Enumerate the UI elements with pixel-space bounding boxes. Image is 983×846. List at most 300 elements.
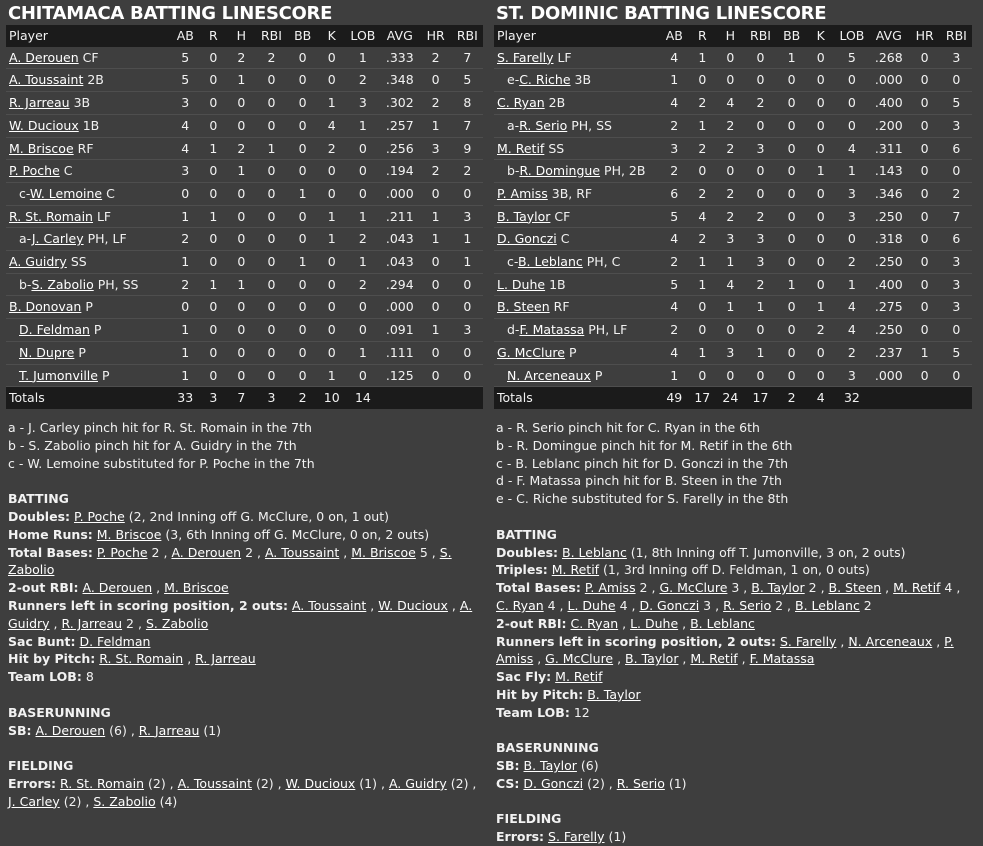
stat-line xyxy=(8,633,483,651)
player-link[interactable]: B. Taylor xyxy=(625,651,679,667)
stat-detail: (3, 6th Inning off G. McClure, 0 on, 2 outs) xyxy=(161,526,430,542)
stat-detail: 5 , xyxy=(415,544,440,560)
stat-line xyxy=(496,757,972,775)
stat-cell: 2 xyxy=(255,47,287,69)
player-link[interactable]: P. Poche xyxy=(9,163,60,179)
player-position: 3B, RF xyxy=(551,185,593,201)
stat-cell: 8 xyxy=(452,92,483,115)
stat-cell: 0 xyxy=(777,364,807,387)
column-header: AVG xyxy=(380,25,419,47)
totals-cell: 17 xyxy=(744,387,776,409)
stat-cell: 3 xyxy=(941,273,972,296)
stat-line xyxy=(8,668,483,686)
table-row xyxy=(6,92,483,115)
player-link[interactable]: M. Briscoe xyxy=(164,580,229,596)
stat-cell: 1 xyxy=(171,364,199,387)
stat-line xyxy=(8,597,483,633)
player-cell xyxy=(6,92,171,115)
table-row xyxy=(494,296,972,319)
stat-label: Total Bases: xyxy=(8,544,93,560)
table-row xyxy=(6,228,483,251)
totals-cell: 32 xyxy=(835,387,869,409)
stat-cell: .211 xyxy=(380,205,419,228)
player-position: RF xyxy=(77,140,94,156)
substitution-note: b - R. Domingue pinch hit for M. Retif in the 6th xyxy=(496,437,793,453)
stat-cell: 5 xyxy=(171,47,199,69)
player-link[interactable]: S. Zabolio xyxy=(8,544,452,578)
player-link[interactable]: B. Donovan xyxy=(9,299,82,315)
stat-label: Runners left in scoring position, 2 outs: xyxy=(8,597,288,613)
stat-cell: 0 xyxy=(346,296,380,319)
stat-cell: 0 xyxy=(288,92,318,115)
stat-cell: 1 xyxy=(688,114,716,137)
player-link[interactable]: M. Briscoe xyxy=(96,526,162,542)
stat-cell: 2 xyxy=(716,205,744,228)
player-link[interactable]: S. Farelly xyxy=(779,633,837,649)
stat-cell: 0 xyxy=(255,205,287,228)
player-link[interactable]: G. McClure xyxy=(659,580,728,596)
stat-cell: 0 xyxy=(288,319,318,342)
player-link[interactable]: B. Taylor xyxy=(523,758,577,774)
player-cell xyxy=(6,341,171,364)
player-link[interactable]: W. Ducioux xyxy=(9,117,79,133)
player-link[interactable]: P. Amiss xyxy=(496,633,954,667)
player-link[interactable]: N. Arceneaux xyxy=(507,367,591,383)
player-cell xyxy=(494,114,660,137)
stat-label: Hit by Pitch: xyxy=(496,686,584,702)
stat-cell: 0 xyxy=(777,341,807,364)
player-link[interactable]: J. Carley xyxy=(8,793,60,809)
stat-cell: 0 xyxy=(777,228,807,251)
stat-cell: .302 xyxy=(380,92,419,115)
stat-cell: 1 xyxy=(255,137,287,160)
table-row xyxy=(494,364,972,387)
player-cell xyxy=(494,319,660,342)
stat-cell: 0 xyxy=(288,273,318,296)
player-link[interactable]: M. Briscoe xyxy=(351,544,416,560)
stat-cell: 1 xyxy=(199,137,227,160)
stat-cell: 0 xyxy=(807,114,835,137)
stat-detail: , xyxy=(447,597,460,613)
section-title: BASERUNNING xyxy=(496,740,599,756)
totals-cell xyxy=(452,387,483,409)
player-link[interactable]: T. Jumonville xyxy=(19,367,98,383)
stat-cell: .311 xyxy=(869,137,908,160)
stat-cell: 0 xyxy=(255,364,287,387)
stat-cell: 0 xyxy=(227,296,255,319)
stat-cell: 0 xyxy=(777,160,807,183)
player-position: CF xyxy=(82,49,99,65)
player-link[interactable]: D. Feldman xyxy=(19,322,90,338)
player-link[interactable]: S. Zabolio xyxy=(31,276,94,292)
stat-label: Errors: xyxy=(496,829,545,845)
stat-cell: 2 xyxy=(716,182,744,205)
column-header: RBI xyxy=(255,25,287,47)
stat-cell: .200 xyxy=(869,114,908,137)
stat-cell: 1 xyxy=(777,47,807,69)
player-link[interactable]: G. McClure xyxy=(497,344,565,360)
stat-cell: 0 xyxy=(420,273,452,296)
player-link[interactable]: R. St. Romain xyxy=(99,651,184,667)
player-link[interactable]: R. Serio xyxy=(519,117,568,133)
stat-cell: 0 xyxy=(255,92,287,115)
stat-cell: 0 xyxy=(777,296,807,319)
table-row xyxy=(6,182,483,205)
player-link[interactable]: R. Serio xyxy=(723,597,772,613)
player-link[interactable]: S. Zabolio xyxy=(145,615,209,631)
stat-cell: 0 xyxy=(807,137,835,160)
stat-cell: 4 xyxy=(660,228,688,251)
player-cell xyxy=(6,182,171,205)
stat-cell: 0 xyxy=(807,273,835,296)
player-link[interactable]: B. Leblanc xyxy=(517,254,583,270)
player-link[interactable]: A. Toussaint xyxy=(9,72,84,88)
player-link[interactable]: S. Farelly xyxy=(497,49,554,65)
stat-cell: 1 xyxy=(807,296,835,319)
stat-detail: (2) , xyxy=(583,775,617,791)
player-link[interactable]: A. Derouen xyxy=(171,544,242,560)
stat-cell: 2 xyxy=(346,228,380,251)
player-position: P xyxy=(93,322,102,338)
table-row xyxy=(6,47,483,69)
stat-cell: 0 xyxy=(716,364,744,387)
player-link[interactable]: D. Gonczi xyxy=(497,231,557,247)
stat-detail: , xyxy=(183,651,196,667)
stat-detail: 3 , xyxy=(699,597,724,613)
stat-cell: 1 xyxy=(688,47,716,69)
stat-detail: (1, 8th Inning off T. Jumonville, 3 on, 2 outs) xyxy=(626,544,906,560)
stat-cell: 0 xyxy=(835,92,869,115)
player-link[interactable]: A. Derouen xyxy=(35,722,106,738)
stat-cell: 0 xyxy=(777,137,807,160)
table-row xyxy=(494,228,972,251)
stat-cell: 5 xyxy=(660,205,688,228)
stat-cell: 0 xyxy=(199,364,227,387)
stat-cell: 1 xyxy=(744,296,776,319)
table-row xyxy=(6,160,483,183)
player-link[interactable]: B. Leblanc xyxy=(562,544,627,560)
totals-cell: 3 xyxy=(255,387,287,409)
player-link[interactable]: A. Guidry xyxy=(8,597,473,631)
player-cell xyxy=(494,47,660,69)
player-link[interactable]: M. Briscoe xyxy=(9,140,74,156)
stat-detail: 4 , xyxy=(543,597,568,613)
totals-cell: 24 xyxy=(716,387,744,409)
stat-cell: 3 xyxy=(716,341,744,364)
stat-cell: 2 xyxy=(744,92,776,115)
batting-table xyxy=(6,25,483,409)
stat-cell: 0 xyxy=(452,273,483,296)
stat-cell: 3 xyxy=(941,296,972,319)
stat-cell: 0 xyxy=(835,114,869,137)
player-link[interactable]: W. Ducioux xyxy=(378,597,448,613)
player-link[interactable]: N. Dupre xyxy=(19,344,75,360)
player-link[interactable]: P. Amiss xyxy=(584,580,636,596)
stat-cell: 0 xyxy=(346,364,380,387)
stat-label: CS: xyxy=(496,775,520,791)
stat-detail: , xyxy=(618,615,631,631)
stat-cell: 0 xyxy=(744,182,776,205)
column-header: R xyxy=(688,25,716,47)
stat-cell: 5 xyxy=(835,47,869,69)
player-cell xyxy=(6,69,171,92)
player-link[interactable]: B. Taylor xyxy=(751,580,805,596)
stat-cell: 0 xyxy=(318,296,346,319)
player-link[interactable]: D. Feldman xyxy=(79,633,151,649)
player-link[interactable]: D. Gonczi xyxy=(639,597,700,613)
stat-cell: 0 xyxy=(420,182,452,205)
stat-cell: 0 xyxy=(227,182,255,205)
stat-cell: 3 xyxy=(660,137,688,160)
stat-cell: 2 xyxy=(452,160,483,183)
stat-cell: 6 xyxy=(941,228,972,251)
player-link[interactable]: R. Domingue xyxy=(519,163,601,179)
stat-detail: (1) , xyxy=(355,775,389,791)
player-link[interactable]: R. Jarreau xyxy=(138,722,200,738)
player-link[interactable]: B. Taylor xyxy=(497,208,551,224)
stat-cell: 0 xyxy=(199,319,227,342)
stat-detail: (6) xyxy=(576,758,599,774)
stat-cell: 0 xyxy=(744,114,776,137)
player-link[interactable]: R. Jarreau xyxy=(195,651,256,667)
team-title: ST. DOMINIC BATTING LINESCORE xyxy=(496,3,827,24)
table-row xyxy=(494,251,972,274)
table-row xyxy=(6,251,483,274)
table-row xyxy=(6,69,483,92)
stats-section xyxy=(6,704,483,740)
stat-cell: 4 xyxy=(716,92,744,115)
stat-detail: , xyxy=(737,651,750,667)
player-cell xyxy=(494,228,660,251)
player-link[interactable]: M. Retif xyxy=(690,651,738,667)
player-link[interactable]: W. Ducioux xyxy=(285,775,356,791)
stat-cell: 0 xyxy=(941,319,972,342)
totals-cell: 49 xyxy=(660,387,688,409)
stat-cell: 2 xyxy=(744,273,776,296)
stat-line xyxy=(8,775,483,811)
stat-cell: .346 xyxy=(869,182,908,205)
stat-cell: 0 xyxy=(199,251,227,274)
totals-cell: 2 xyxy=(777,387,807,409)
stat-cell: 0 xyxy=(227,364,255,387)
substitution-note: e - C. Riche substituted for S. Farelly in the 8th xyxy=(496,491,789,507)
column-header: RBI xyxy=(941,25,972,47)
stat-cell: .250 xyxy=(869,251,908,274)
stat-detail: 8 xyxy=(85,669,94,685)
stat-cell: 2 xyxy=(171,228,199,251)
stat-cell: 0 xyxy=(807,205,835,228)
stat-cell: 3 xyxy=(941,47,972,69)
player-link[interactable]: C. Ryan xyxy=(496,597,544,613)
stat-cell: 0 xyxy=(744,319,776,342)
player-link[interactable]: P. Amiss xyxy=(497,185,548,201)
stat-cell: 2 xyxy=(835,341,869,364)
player-link[interactable]: F. Matassa xyxy=(519,322,585,338)
player-link[interactable]: B. Steen xyxy=(497,299,550,315)
player-link[interactable]: L. Duhe xyxy=(567,597,616,613)
stat-label: Total Bases: xyxy=(496,580,581,596)
column-header: AB xyxy=(660,25,688,47)
stat-cell: .257 xyxy=(380,114,419,137)
player-link[interactable]: G. McClure xyxy=(545,651,614,667)
stat-line xyxy=(496,615,972,633)
substitution-note: b - S. Zabolio pinch hit for A. Guidry in the 7th xyxy=(8,437,297,453)
stat-cell: 3 xyxy=(346,92,380,115)
player-link[interactable]: R. Jarreau xyxy=(61,615,123,631)
sub-marker: a- xyxy=(507,117,520,133)
player-link[interactable]: S. Farelly xyxy=(548,829,605,845)
stat-cell: 3 xyxy=(835,205,869,228)
stat-cell: 3 xyxy=(941,251,972,274)
stat-cell: .250 xyxy=(869,319,908,342)
stat-cell: 2 xyxy=(171,273,199,296)
player-link[interactable]: C. Riche xyxy=(519,72,571,88)
player-link[interactable]: P. Poche xyxy=(96,544,148,560)
player-link[interactable]: D. Gonczi xyxy=(523,775,584,791)
substitution-notes xyxy=(494,419,972,508)
stat-cell: 0 xyxy=(688,160,716,183)
stat-line xyxy=(496,561,972,579)
player-link[interactable]: R. St. Romain xyxy=(9,208,93,224)
player-link[interactable]: J. Carley xyxy=(31,231,84,247)
totals-cell: 10 xyxy=(318,387,346,409)
stat-cell: 1 xyxy=(909,341,941,364)
stat-line xyxy=(8,526,483,544)
player-link[interactable]: A. Toussaint xyxy=(291,597,367,613)
player-position: PH, LF xyxy=(588,322,628,338)
stat-cell: 0 xyxy=(346,137,380,160)
stat-cell: 1 xyxy=(420,319,452,342)
stat-cell: .348 xyxy=(380,69,419,92)
player-link[interactable]: M. Retif xyxy=(893,580,941,596)
player-cell xyxy=(494,160,660,183)
player-link[interactable]: B. Leblanc xyxy=(795,597,860,613)
player-cell xyxy=(6,114,171,137)
stat-cell: 5 xyxy=(171,69,199,92)
substitution-note: c - W. Lemoine substituted for P. Poche in the 7th xyxy=(8,455,315,471)
stat-cell: 3 xyxy=(835,182,869,205)
player-link[interactable]: M. Retif xyxy=(555,669,603,685)
stat-cell: 3 xyxy=(171,92,199,115)
stat-cell: 0 xyxy=(227,114,255,137)
stat-cell: 1 xyxy=(420,114,452,137)
player-link[interactable]: B. Taylor xyxy=(587,686,641,702)
stat-cell: 0 xyxy=(346,319,380,342)
stat-cell: 0 xyxy=(909,92,941,115)
player-cell xyxy=(6,296,171,319)
stat-cell: 0 xyxy=(688,364,716,387)
stat-cell: 0 xyxy=(227,205,255,228)
stat-cell: 0 xyxy=(807,69,835,92)
stat-cell: 1 xyxy=(227,160,255,183)
player-link[interactable]: L. Duhe xyxy=(497,276,546,292)
player-link[interactable]: C. Ryan xyxy=(570,615,619,631)
sub-marker: b- xyxy=(507,163,520,179)
stat-cell: 2 xyxy=(660,160,688,183)
stat-cell: 2 xyxy=(227,47,255,69)
player-link[interactable]: R. Jarreau xyxy=(9,95,70,111)
player-link[interactable]: L. Duhe xyxy=(630,615,679,631)
player-link[interactable]: P. Poche xyxy=(74,508,125,524)
stat-cell: 0 xyxy=(255,296,287,319)
player-link[interactable]: N. Arceneaux xyxy=(848,633,933,649)
column-header: RBI xyxy=(452,25,483,47)
player-link[interactable]: B. Steen xyxy=(828,580,882,596)
stat-cell: 1 xyxy=(199,273,227,296)
stat-cell: 3 xyxy=(835,364,869,387)
stat-cell: 0 xyxy=(255,182,287,205)
stat-cell: 5 xyxy=(941,341,972,364)
stat-cell: 0 xyxy=(909,47,941,69)
stat-detail: 12 xyxy=(573,704,590,720)
totals-cell xyxy=(869,387,908,409)
stat-line xyxy=(8,722,483,740)
stat-cell: .237 xyxy=(869,341,908,364)
table-row xyxy=(6,273,483,296)
player-link[interactable]: B. Leblanc xyxy=(690,615,755,631)
player-link[interactable]: A. Guidry xyxy=(388,775,447,791)
stat-cell: 1 xyxy=(835,273,869,296)
player-position: C xyxy=(63,163,73,179)
stat-cell: 0 xyxy=(909,182,941,205)
player-link[interactable]: C. Ryan xyxy=(497,95,545,111)
stat-cell: 0 xyxy=(288,137,318,160)
player-link[interactable]: A. Toussaint xyxy=(264,544,340,560)
player-link[interactable]: W. Lemoine xyxy=(29,185,103,201)
stat-cell: 0 xyxy=(227,228,255,251)
player-link[interactable]: R. St. Romain xyxy=(60,775,145,791)
stat-cell: 1 xyxy=(227,69,255,92)
batting-table xyxy=(494,25,972,409)
player-link[interactable]: S. Zabolio xyxy=(93,793,156,809)
stat-cell: 3 xyxy=(420,137,452,160)
player-link[interactable]: A. Derouen xyxy=(82,580,153,596)
player-link[interactable]: F. Matassa xyxy=(749,651,815,667)
player-link[interactable]: R. Serio xyxy=(616,775,665,791)
stat-cell: 0 xyxy=(777,205,807,228)
stat-detail: (1, 3rd Inning off D. Feldman, 1 on, 0 outs) xyxy=(599,562,870,578)
player-cell xyxy=(494,364,660,387)
stat-cell: 0 xyxy=(199,228,227,251)
stat-cell: 0 xyxy=(318,160,346,183)
column-header: H xyxy=(227,25,255,47)
stat-line xyxy=(496,579,972,615)
stat-cell: 0 xyxy=(288,364,318,387)
player-link[interactable]: M. Retif xyxy=(551,562,600,578)
stat-cell: 0 xyxy=(688,296,716,319)
column-header: HR xyxy=(909,25,941,47)
table-row xyxy=(6,364,483,387)
totals-cell: 33 xyxy=(171,387,199,409)
stat-cell: 0 xyxy=(835,69,869,92)
stat-cell: 0 xyxy=(318,319,346,342)
player-cell xyxy=(6,364,171,387)
stat-cell: 0 xyxy=(199,160,227,183)
player-link[interactable]: A. Derouen xyxy=(9,49,79,65)
player-cell xyxy=(6,160,171,183)
player-cell xyxy=(494,296,660,319)
stat-cell: 0 xyxy=(199,114,227,137)
stat-cell: 1 xyxy=(318,92,346,115)
stat-cell: 1 xyxy=(318,228,346,251)
totals-label: Totals xyxy=(494,387,660,409)
stat-cell: 1 xyxy=(318,364,346,387)
stat-cell: 3 xyxy=(744,228,776,251)
stat-cell: 0 xyxy=(777,182,807,205)
player-link[interactable]: A. Toussaint xyxy=(177,775,252,791)
player-link[interactable]: A. Guidry xyxy=(9,254,67,270)
player-link[interactable]: M. Retif xyxy=(497,140,545,156)
